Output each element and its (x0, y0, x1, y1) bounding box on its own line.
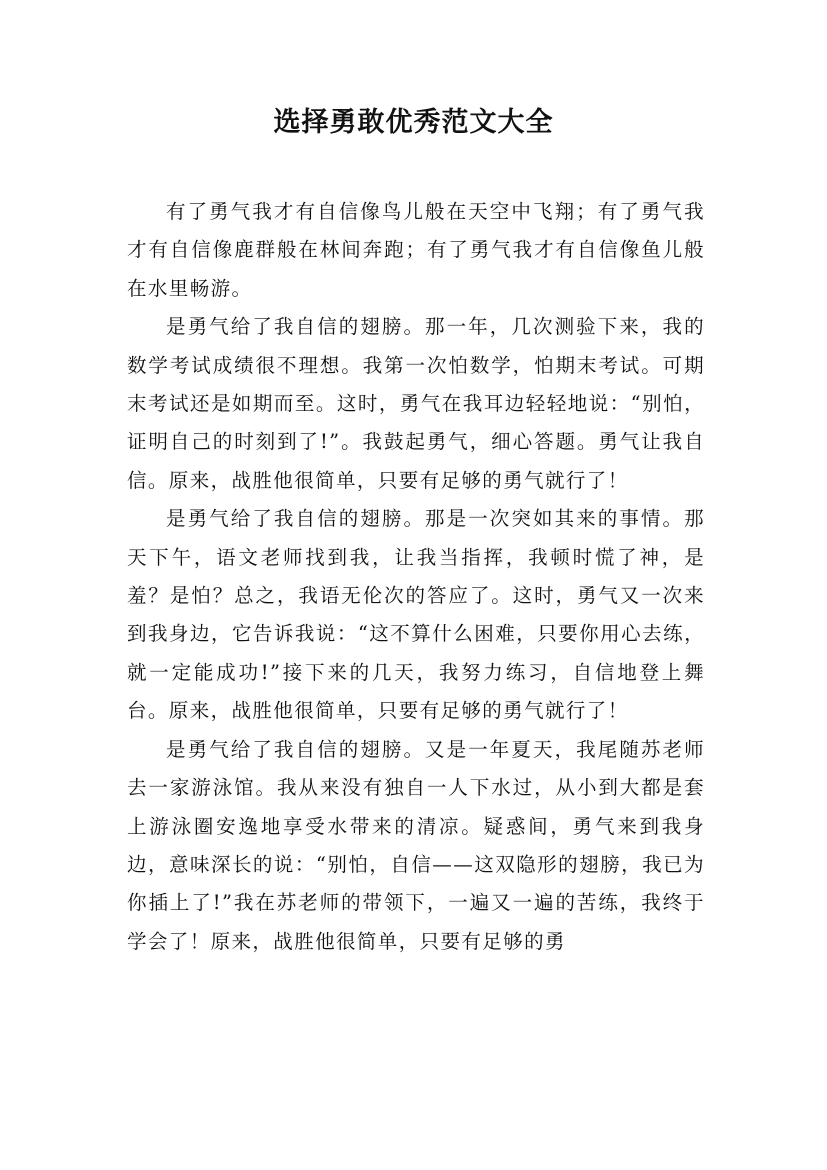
paragraph-1: 有了勇气我才有自信像鸟儿般在天空中飞翔；有了勇气我才有自信像鹿群般在林间奔跑；有了勇气我才有自信像鱼儿般在水里畅游。 (127, 200, 705, 300)
paragraph-2: 是勇气给了我自信的翅膀。那一年，几次测验下来，我的数学考试成绩很不理想。我第一次怕数学，怕期末考试。可期末考试还是如期而至。这时，勇气在我耳边轻轻地说：“别怕，证明自己的时刻到了!”。我鼓起勇气，细心答题。勇气让我自信。原来，战胜他很简单，只要有足够的勇气就行了！ (127, 315, 705, 492)
paragraph-3: 是勇气给了我自信的翅膀。那是一次突如其来的事情。那天下午，语文老师找到我，让我当指挥，我顿时慌了神，是羞？是怕？总之，我语无伦次的答应了。这时，勇气又一次来到我身边，它告诉我说：“这不算什么困难，只要你用心去练，就一定能成功!”接下来的几天，我努力练习，自信地登上舞台。原来，战胜他很简单，只要有足够的勇气就行了！ (127, 507, 705, 723)
paragraph-4: 是勇气给了我自信的翅膀。又是一年夏天，我尾随苏老师去一家游泳馆。我从来没有独自一人下水过，从小到大都是套上游泳圈安逸地享受水带来的清凉。疑惑间，勇气来到我身边，意味深长的说：“别怕，自信——这双隐形的翅膀，我已为你插上了!”我在苏老师的带领下，一遍又一遍的苦练，我终于学会了！原来，战胜他很简单，只要有足够的勇 (127, 737, 705, 953)
document-title: 选择勇敢优秀范文大全 (273, 107, 554, 138)
document-body (127, 193, 705, 961)
